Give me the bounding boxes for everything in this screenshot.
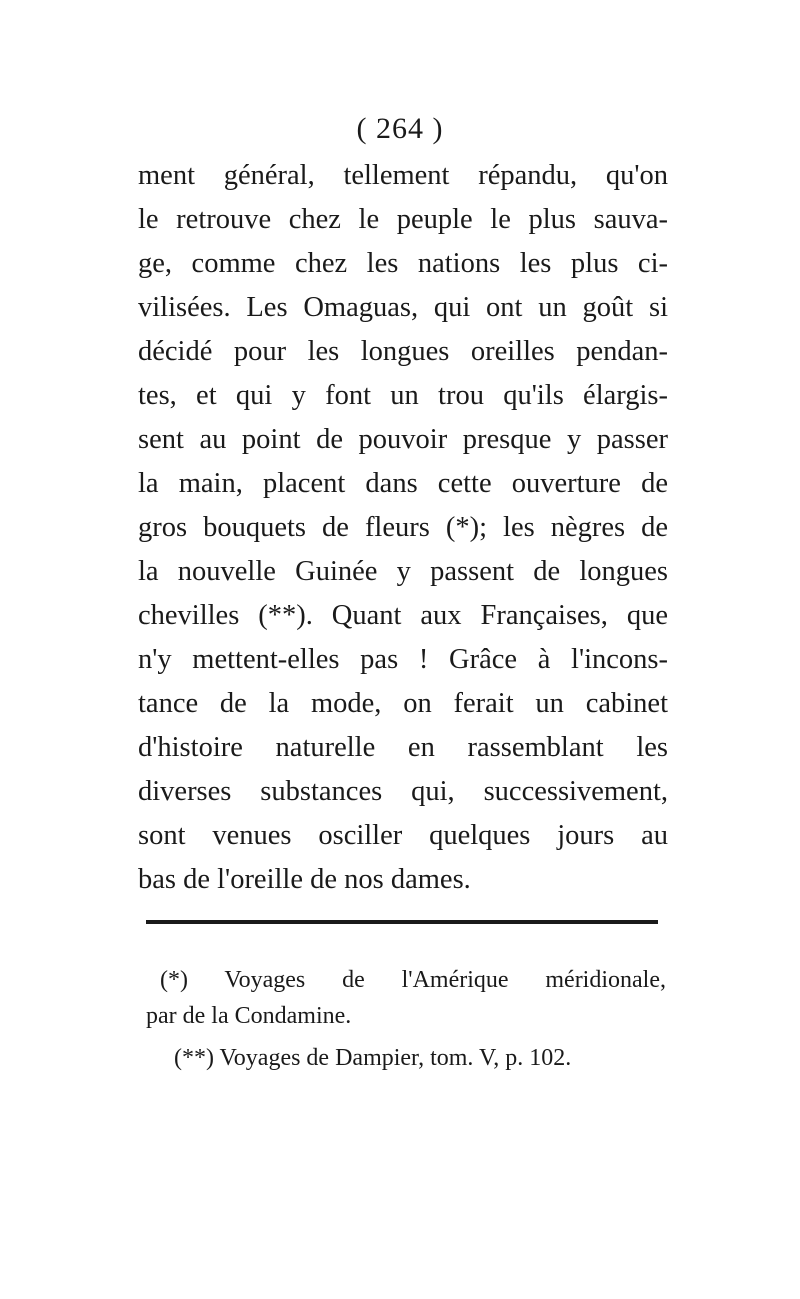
text-line: ge, comme chez les nations les plus ci- (138, 248, 668, 279)
footnote-1: (*) Voyages de l'Amérique méridionale, (160, 967, 666, 993)
text-line: bas de l'oreille de nos dames. (138, 864, 471, 895)
text-line: tance de la mode, on ferait un cabinet (138, 688, 668, 719)
text-line: sent au point de pouvoir presque y passer (138, 424, 668, 455)
text-line: sont venues osciller quelques jours au (138, 820, 668, 851)
text-line: le retrouve chez le peuple le plus sauva- (138, 204, 668, 235)
page-number: ( 264 ) (356, 112, 444, 145)
text-line: gros bouquets de fleurs (*); les nègres de (138, 512, 668, 543)
body-text (138, 154, 668, 902)
text-line: d'histoire naturelle en rassemblant les (138, 732, 668, 763)
text-line: diverses substances qui, successivement, (138, 776, 668, 807)
footnotes (146, 962, 666, 1076)
footnote-1-continuation: par de la Condamine. (146, 1003, 352, 1029)
footnote-2: (**) Voyages de Dampier, tom. V, p. 102. (174, 1045, 572, 1071)
text-line: vilisées. Les Omaguas, qui ont un goût si (138, 292, 668, 323)
text-line: tes, et qui y font un trou qu'ils élargis- (138, 380, 668, 411)
text-line: décidé pour les longues oreilles pendan- (138, 336, 668, 367)
text-line: n'y mettent-elles pas ! Grâce à l'incons- (138, 644, 668, 675)
text-line: ment général, tellement répandu, qu'on (138, 160, 668, 191)
text-line: la main, placent dans cette ouverture de (138, 468, 668, 499)
text-line: la nouvelle Guinée y passent de longues (138, 556, 668, 587)
footnote-rule (146, 920, 658, 924)
text-line: chevilles (**). Quant aux Françaises, que (138, 600, 668, 631)
